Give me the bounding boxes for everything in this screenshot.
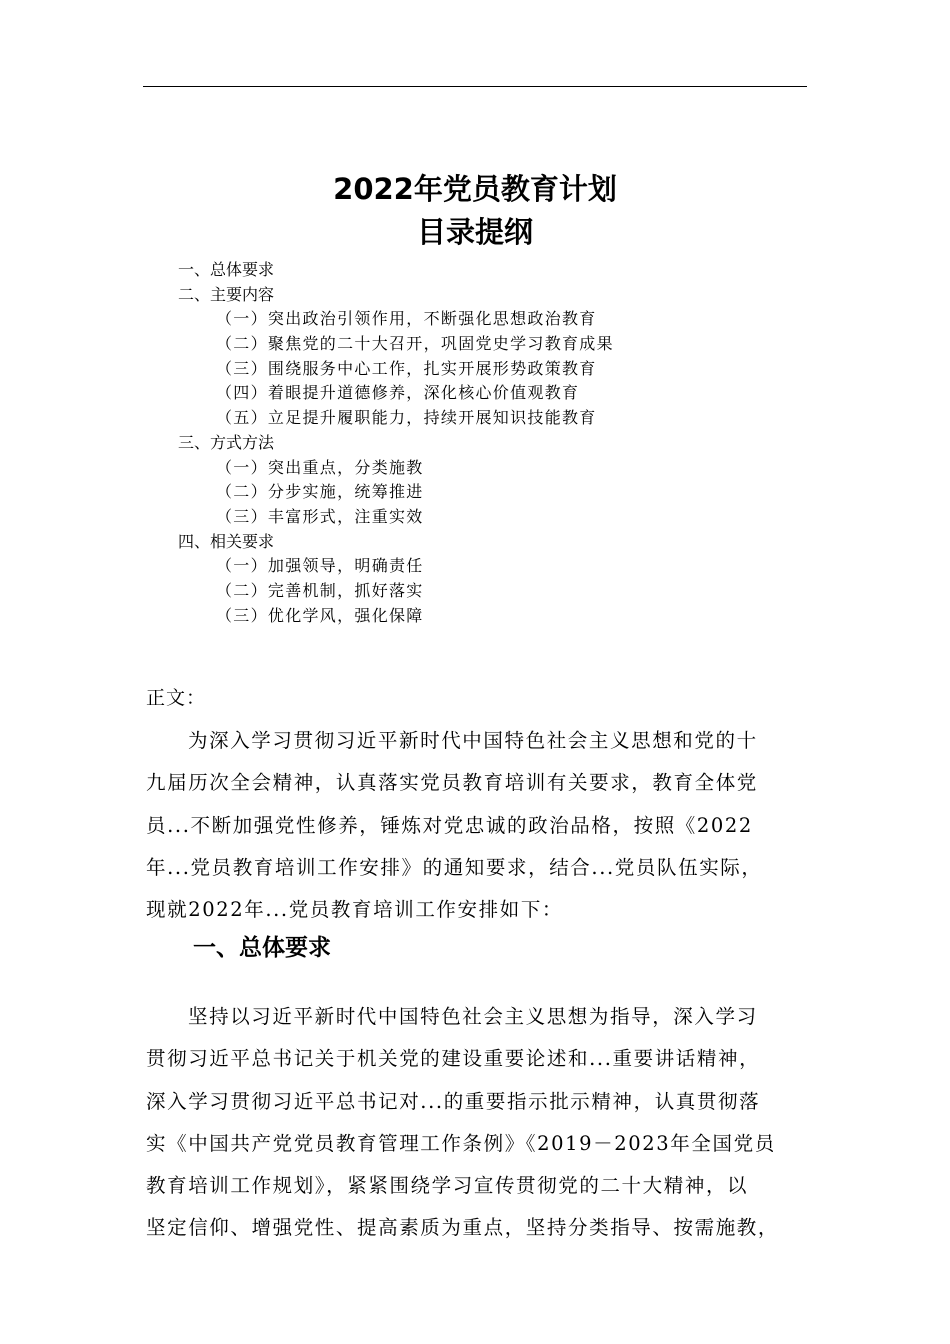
toc-item: （一）突出重点，分类施教 [216, 457, 424, 477]
paragraph-line: 为深入学习贯彻习近平新时代中国特色社会主义思想和党的十 [188, 729, 758, 752]
paragraph-line: 九届历次全会精神，认真落实党员教育培训有关要求，教育全体党 [146, 771, 758, 795]
paragraph-line: 坚持以习近平新时代中国特色社会主义思想为指导，深入学习 [188, 1005, 758, 1028]
paragraph-line: 现就2022年...党员教育培训工作安排如下： [146, 898, 564, 922]
body-label: 正文： [146, 687, 207, 709]
toc-item: （三）优化学风，强化保障 [216, 605, 424, 625]
toc-item: （三）围绕服务中心工作，扎实开展形势政策教育 [216, 358, 597, 378]
toc-item: （五）立足提升履职能力，持续开展知识技能教育 [216, 408, 597, 428]
toc-section-4: 四、相关要求 [178, 531, 275, 551]
toc-item: （四）着眼提升道德修养，深化核心价值观教育 [216, 383, 580, 403]
toc-section-2: 二、主要内容 [178, 284, 275, 304]
toc-item: （二）完善机制，抓好落实 [216, 580, 424, 600]
paragraph-line: 实《中国共产党党员教育管理工作条例》《2019－2023年全国党员 [146, 1131, 776, 1155]
paragraph-line: 教育培训工作规划》，紧紧围绕学习宣传贯彻党的二十大精神，以 [146, 1174, 749, 1198]
header-rule [143, 86, 807, 87]
document-title: 2022年党员教育计划 [333, 172, 617, 206]
toc-item: （三）丰富形式，注重实效 [216, 506, 424, 526]
table-of-contents [178, 258, 818, 628]
paragraph-line: 贯彻习近平总书记关于机关党的建设重要论述和...重要讲话精神， [146, 1047, 761, 1071]
toc-item: （二）聚焦党的二十大召开，巩固党史学习教育成果 [216, 334, 614, 354]
toc-section-1: 一、总体要求 [178, 260, 275, 279]
paragraph-line: 深入学习贯彻习近平总书记对...的重要指示批示精神，认真贯彻落 [146, 1089, 761, 1113]
paragraph-line: 年...党员教育培训工作安排》的通知要求，结合...党员队伍实际， [146, 855, 763, 879]
toc-item: （一）加强领导，明确责任 [216, 556, 424, 576]
intro-paragraph [146, 720, 816, 931]
paragraph-line: 坚定信仰、增强党性、提高素质为重点，坚持分类指导、按需施教， [146, 1216, 780, 1240]
toc-item: （一）突出政治引领作用，不断强化思想政治教育 [216, 309, 597, 329]
paragraph-line: 员...不断加强党性修养，锤炼对党忠诚的政治品格，按照《2022 [146, 813, 753, 837]
outline-title: 目录提纲 [416, 215, 533, 249]
toc-section-3: 三、方式方法 [178, 432, 275, 452]
section-heading: 一、总体要求 [193, 935, 331, 961]
section-paragraph [146, 996, 816, 1250]
toc-item: （二）分步实施，统筹推进 [216, 482, 424, 502]
